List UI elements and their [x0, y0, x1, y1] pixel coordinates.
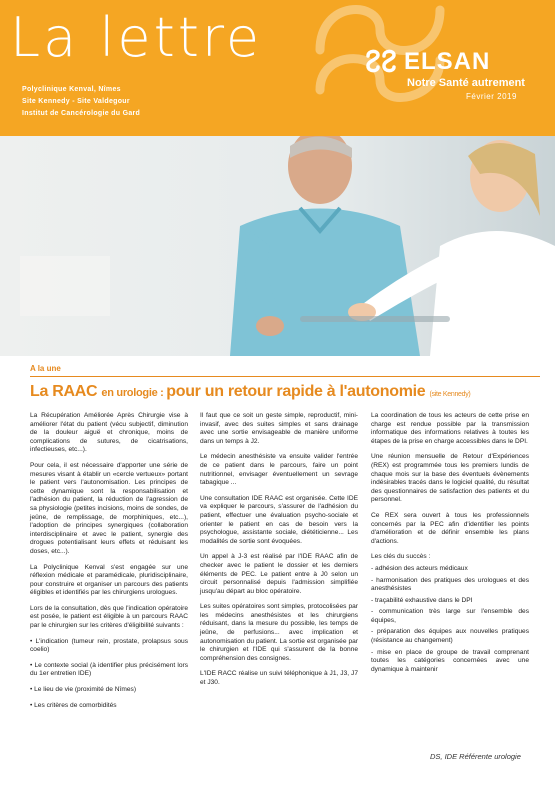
section-label: A la une	[30, 364, 61, 373]
site-list	[22, 84, 140, 120]
headline-tail: pour un retour rapide à l'autonomie	[166, 383, 426, 400]
cover-photo	[0, 136, 555, 356]
article-headline	[30, 383, 550, 401]
criteria-item: • Les critères de comorbidités	[30, 701, 117, 709]
paragraph: Les suites opératoires sont simples, protocolisées par les médecins anesthésistes et les chirurgiens réduisant, dans la mesure du possible, les temps de jeûne, de perfusions... avec implication et autonomisation du patient. La sortie est organisée par le chirurgien et l'IDE qui s'assurent de la bonne compréhension des consignes.	[200, 603, 358, 662]
elsan-logo-icon	[364, 48, 398, 74]
author-signature: DS, IDE Référente urologie	[430, 752, 521, 761]
paragraph: Pour cela, il est nécessaire d'apporter une série de mesures visant à établir un «cercle vertueux» portant le patient vers l'autonomisation. Les principes de cette dynamique sont la responsabilisation et l'adhésion du patient, la réduction de l'agression de sa physiologie (petites incisions, moins de sondes, de jeûne, de remplissage, de morphiniques, etc...), l'adoption de principes synergiques (collaboration interdisciplinaire et avec le patient, synergie des drogues potentialisant leurs effets et réduisant les doses, etc...).	[30, 461, 188, 555]
issue-date: Février 2019	[466, 92, 517, 101]
site-line-1: Polyclinique Kenval, Nîmes	[22, 86, 121, 93]
key-item: - communication très large sur l'ensemble des équipes,	[371, 608, 529, 624]
paragraph: Une réunion mensuelle de Retour d'Expériences (REX) est programmée tous les premiers lundis de chaque mois sur la base des éventuels évènements indésirables tracés dans le logiciel qualité, du résultat des questionnaires de satisfaction des patients et du personnel.	[371, 453, 529, 504]
section-divider	[30, 376, 540, 377]
key-item: - traçabilité exhaustive dans le DPI	[371, 596, 473, 604]
article-column-1	[30, 412, 188, 717]
elsan-logo	[364, 48, 534, 76]
key-item: - adhésion des acteurs médicaux	[371, 564, 468, 572]
headline-site: (site Kennedy)	[429, 391, 471, 398]
photo-illustration	[0, 136, 555, 356]
brand-name: ELSAN	[404, 48, 491, 75]
brand-slogan: Notre Santé autrement	[407, 77, 525, 89]
paragraph: L'IDE RACC réalise un suivi téléphonique à J1, J3, J7 et J30.	[200, 670, 358, 687]
site-line-2: Site Kennedy - Site Valdegour	[22, 98, 130, 105]
key-item: - mise en place de groupe de travail comprenant toutes les catégories concernées avec une dynamique à maintenir	[371, 648, 529, 673]
criteria-item: • Le contexte social (à identifier plus précisément lors du 1er entretien IDE)	[30, 661, 188, 678]
paragraph: La Récupération Améliorée Après Chirurgie vise à améliorer l'état du patient (vécu subjectif, diminution de la douleur aiguë et chronique, moins de complications de sutures, de cicatrisations, infectieuses, etc...).	[30, 412, 188, 454]
paragraph: Il faut que ce soit un geste simple, reproductif, mini-invasif, avec des suites simples et sans drainage avec une sortie envisageable de manière uniforme dans un temps à J2.	[200, 412, 358, 445]
newsletter-title: La lettre	[10, 6, 263, 69]
key-item: - préparation des équipes aux nouvelles pratiques (résistance au changement)	[371, 628, 529, 645]
paragraph: La Polyclinique Kenval s'est engagée sur une réflexion médicale et paramédicale, pluridisciplinaire, pour construire et organiser un parcours des patients éligibles et identifiés par les chirurgiens urologues.	[30, 563, 188, 597]
paragraph: Le médecin anesthésiste va ensuite valider l'entrée de ce patient dans le parcours, faire un point nutritionnel, envisager éventuellement un sevrage tabagique ...	[200, 453, 358, 487]
header-banner	[0, 0, 555, 136]
criteria-item: • Le lieu de vie (proximité de Nîmes)	[30, 686, 137, 694]
criteria-item: • L'indication (tumeur rein, prostate, prolapsus sous coelio)	[30, 637, 188, 654]
paragraph: Un appel à J-3 est réalisé par l'IDE RAAC afin de checker avec le patient le dossier et les derniers éléments de PEC. Le patient entre à J0 selon un circuit personnalisé depuis l'admission simplifiée jusqu'au départ au bloc opératoire.	[200, 553, 358, 595]
article-column-3	[371, 412, 529, 677]
keys-heading: Les clés du succès :	[371, 553, 431, 561]
paragraph: Une consultation IDE RAAC est organisée. Cette IDE va expliquer le parcours, s'assurer de l'adhésion du patient, effectuer une évaluation psycho-sociale et orienter le patient en cas de besoin vers la psychologue, assistante sociale, diététicienne... Les modalités de sortie sont évoquées.	[200, 494, 358, 545]
paragraph: La coordination de tous les acteurs de cette prise en charge est rendue possible par la transmission informatique des informations relatives à toutes les étapes de la prise en charge accessibles dans le DPI.	[371, 412, 529, 445]
paragraph: Lors de la consultation, dès que l'indication opératoire est posée, le patient est éligible à un parcours RAAC par le chirurgien sur les critères d'éligibilité suivants :	[30, 604, 188, 630]
article-column-2	[200, 412, 358, 695]
headline-secondary: en urologie :	[101, 387, 167, 399]
paragraph: Ce REX sera ouvert à tous les professionnels concernés par la PEC afin d'identifier les points d'amélioration et de définir ensemble les plans d'actions.	[371, 511, 529, 545]
site-line-3: Institut de Cancérologie du Gard	[22, 110, 141, 117]
key-item: - harmonisation des pratiques des urologues et des anesthésistes	[371, 576, 529, 593]
headline-main: La RAAC	[30, 383, 98, 400]
